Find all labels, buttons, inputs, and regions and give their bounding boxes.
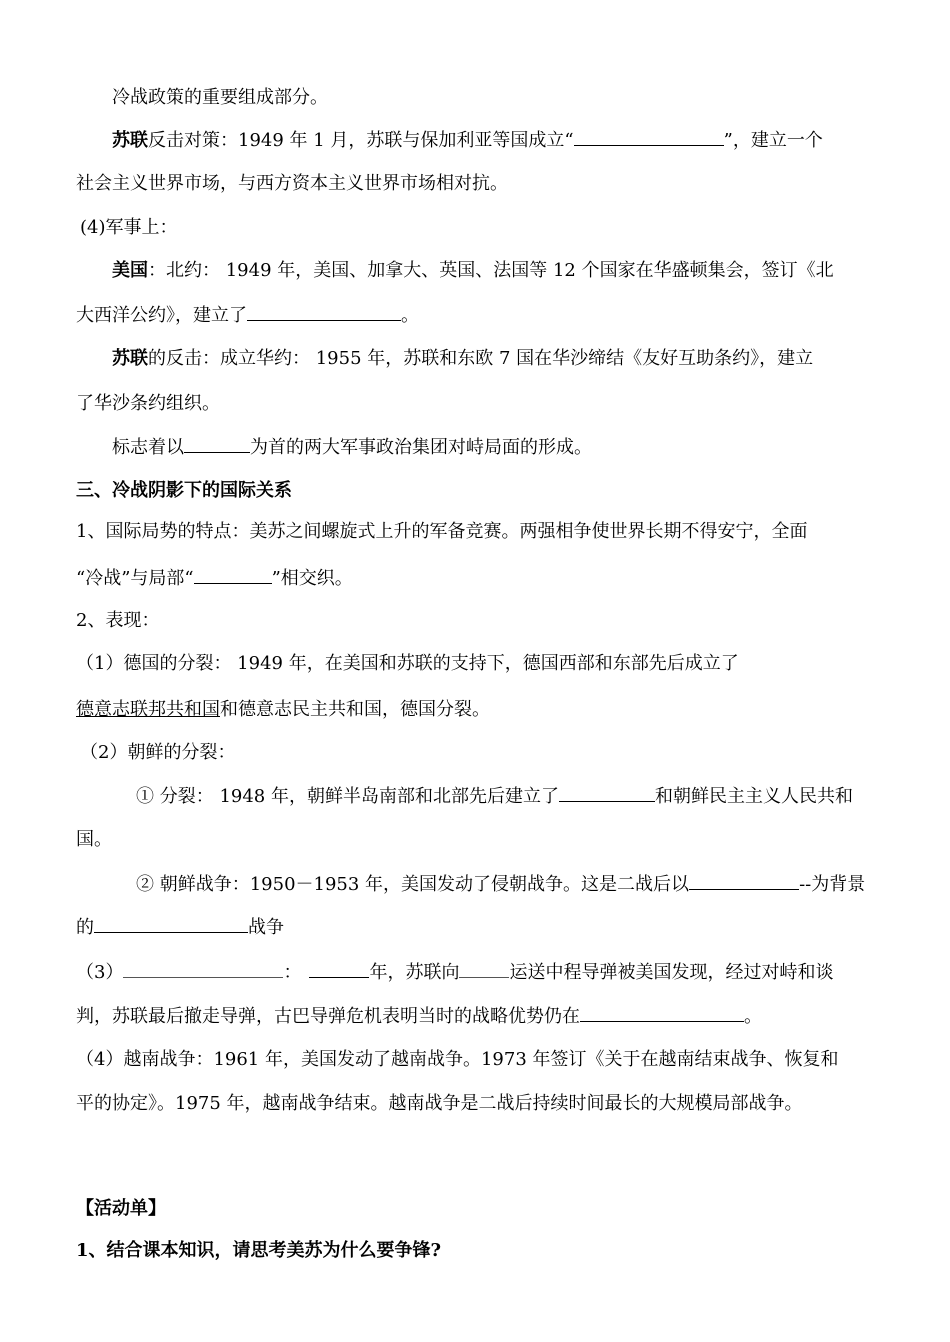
underlined-text: 德意志联邦共和国 [76,699,220,720]
text: 。 [401,305,419,326]
text: ”相交织。 [271,568,353,589]
text: 为首的两大军事政治集团对峙局面的形成。 [250,437,592,458]
text: 1、国际局势的特点：美苏之间螺旋式上升的军备竞赛。两强相争使世界长期不得安宁，全面 [76,521,808,542]
paragraph-line [76,391,876,417]
paragraph-line [112,346,876,372]
text: 国。 [76,829,112,850]
paragraph-line [76,827,876,853]
text: 社会主义世界市场，与西方资本主义世界市场相对抗。 [76,173,508,194]
section-heading [76,478,876,504]
paragraph-line [112,434,912,461]
fill-blank[interactable] [559,783,655,802]
paragraph-line [112,85,912,111]
text: （4）越南战争：1961 年，美国发动了越南战争。1973 年签订《关于在越南结束战争、恢复和 [76,1049,839,1070]
text: 的反击：成立华约： 1955 年，苏联和东欧 7 国在华沙缔结《友好互助条约》，建立 [148,348,814,369]
heading-text: 三、冷战阴影下的国际关系 [76,480,292,501]
paragraph-line [80,215,880,241]
paragraph-line [112,258,876,284]
text: 大西洋公约》，建立了 [76,305,247,326]
text: (4)军事上： [80,217,178,238]
text: ：北约： 1949 年，美国、加拿大、英国、法国等 12 个国家在华盛顿集会，签订《北 [148,260,834,281]
paragraph-line [76,565,876,592]
fill-blank[interactable] [247,302,401,321]
paragraph-line [136,783,876,810]
text: --为背景 [799,874,866,895]
fill-blank[interactable] [123,959,283,978]
text: ”，建立一个 [723,130,823,151]
paragraph-line [76,651,876,677]
fill-blank[interactable] [574,127,724,146]
paragraph-line [76,1003,876,1030]
paragraph-line [76,171,876,197]
paragraph-line [76,914,876,941]
text: ： [283,962,302,983]
text: （2）朝鲜的分裂： [80,742,236,763]
text: 。 [744,1006,762,1027]
text: 年，苏联向 [369,962,460,983]
text: （1）德国的分裂： 1949 年，在美国和苏联的支持下，德国西部和东部先后成立了 [76,653,739,674]
paragraph-line [76,608,876,634]
paragraph-line [76,1091,876,1117]
text: 了华沙条约组织。 [76,393,220,414]
paragraph-line [76,519,876,545]
fill-blank[interactable] [580,1003,744,1022]
text: 的 [76,917,94,938]
text: 2、表现： [76,610,160,631]
heading-text: 【活动单】 [76,1198,166,1219]
text: “冷战”与局部“ [76,568,194,589]
fill-blank[interactable] [309,959,369,978]
activity-heading [76,1196,876,1222]
text-bold: 苏联 [112,348,148,369]
paragraph-line [76,302,876,329]
text: 平的协定》。1975 年，越南战争结束。越南战争是二战后持续时间最长的大规模局部战争。 [76,1093,803,1114]
fill-blank[interactable] [94,914,248,933]
fill-blank[interactable] [689,871,799,890]
text: 反击对策：1949 年 1 月，苏联与保加利亚等国成立“ [148,130,574,151]
question-text: 1、结合课本知识，请思考美苏为什么要争锋? [76,1240,442,1261]
text: 运送中程导弹被美国发现，经过对峙和谈 [509,962,834,983]
text: 战争 [248,917,284,938]
paragraph-line [112,127,876,154]
text: 标志着以 [112,437,184,458]
text: ② 朝鲜战争：1950－1953 年，美国发动了侵朝战争。这是二战后以 [136,874,690,895]
text: 和德意志民主共和国，德国分裂。 [220,699,490,720]
text: 判，苏联最后撤走导弹，古巴导弹危机表明当时的战略优势仍在 [76,1006,580,1027]
text: 和朝鲜民主主义人民共和 [654,786,853,807]
text-bold: 苏联 [112,130,148,151]
text: 冷战政策的重要组成部分。 [112,87,328,108]
paragraph-line [136,871,876,898]
paragraph-line [76,959,876,986]
paragraph-line [76,697,876,723]
fill-blank[interactable] [184,434,250,453]
fill-blank[interactable] [459,959,509,978]
paragraph-line [76,1047,876,1073]
question-line [76,1238,876,1264]
text: ① 分裂： 1948 年，朝鲜半岛南部和北部先后建立了 [136,786,559,807]
paragraph-line [80,740,880,766]
fill-blank[interactable] [194,565,272,584]
text: （3） [76,962,124,983]
text-bold: 美国 [112,260,148,281]
